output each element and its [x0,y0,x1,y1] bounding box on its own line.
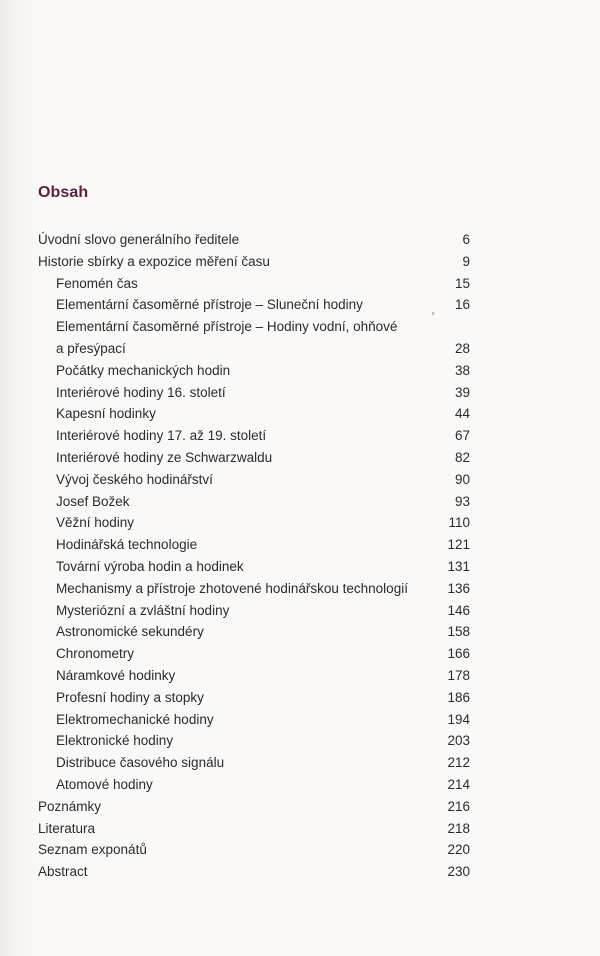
toc-entry [38,600,470,622]
toc-entry-label: Mysteriózní a zvláštní hodiny [56,602,230,618]
toc-entry-page: 6 [462,232,470,247]
toc-entry-label: Elementární časoměrné přístroje – Sluneční hodiny [56,297,363,313]
toc-entry-page: 203 [447,733,470,749]
toc-entry-label: Elektronické hodiny [56,733,174,749]
toc-entry-page: 93 [454,493,470,509]
toc-entry-page: 214 [447,776,470,792]
toc-entry-page: 216 [447,798,470,814]
toc-entry-page: 9 [462,253,470,269]
toc-entry-label: Náramkové hodinky [56,667,176,683]
toc-entry-label: Hodinářská technologie [56,537,198,553]
toc-entry [38,621,470,643]
toc-entry [38,839,470,861]
toc-entry-label: Historie sbírky a expozice měření času [38,253,270,269]
toc-entry-label: Počátky mechanických hodin [56,362,231,378]
toc-entry-label: Mechanismy a přístroje zhotovené hodinářskou technologií [56,580,408,596]
toc-entry-label: Interiérové hodiny 16. století [56,384,226,400]
toc-entry [38,447,470,469]
toc-entry-page: 90 [454,471,470,487]
toc-entry-label: Chronometry [56,646,135,662]
toc-entry [38,512,470,534]
toc-entry-page: 158 [447,624,470,640]
toc-entry [38,469,470,491]
paper-speck [432,312,434,315]
toc-entry-label: Astronomické sekundéry [56,624,204,640]
toc-entry [38,251,470,273]
toc-entry [38,556,470,578]
toc-entry-page: 110 [448,515,470,531]
toc-entry-page: 212 [447,755,470,771]
toc-entry-page: 82 [454,449,470,465]
toc-entry-page: 220 [447,842,470,858]
toc-entry [38,403,470,425]
toc-entry [38,273,470,295]
toc-entry-label: Interiérové hodiny ze Schwarzwaldu [56,449,273,465]
toc-entry [38,578,470,600]
toc-entry-page: 146 [447,602,470,618]
toc-entry-label: Vývoj českého hodinářství [56,471,213,487]
toc-entry-page: 166 [447,646,470,662]
toc-entry [38,709,470,731]
toc-entry [38,425,470,447]
toc-entry-label: Úvodní slovo generálního ředitele [38,232,240,247]
toc-entry-label-line: Elementární časoměrné přístroje – Hodiny vodní, ohňové [56,319,398,335]
toc-entry-label: Seznam exponátů [38,842,147,858]
toc-entry [38,491,470,513]
table-of-contents [38,229,470,883]
toc-entry-label: Literatura [38,820,96,836]
toc-entry-page: 38 [454,362,470,378]
toc-entry [38,752,470,774]
toc-entry-page: 44 [454,406,470,422]
toc-entry-page: 194 [447,711,470,727]
toc-entry-page: 16 [454,297,470,313]
toc-entry-label: Atomové hodiny [56,776,153,792]
toc-entry-page: 218 [447,820,470,836]
toc-entry-label-line: a přesýpací [56,340,126,356]
toc-entry-label [56,316,397,360]
toc-entry-page: 28 [454,340,470,356]
toc-entry-label: Fenomén čas [56,275,138,291]
toc-entry-page: 186 [447,689,470,705]
toc-entry-label: Poznámky [38,798,102,814]
toc-entry [38,229,470,251]
toc-entry [38,534,470,556]
toc-entry-label: Tovární výroba hodin a hodinek [56,558,244,574]
toc-entry-page: 67 [454,428,470,444]
toc-entry [38,796,470,818]
toc-entry-label: Interiérové hodiny 17. až 19. století [56,428,267,444]
toc-entry [38,818,470,840]
toc-entry [38,643,470,665]
toc-entry-label: Abstract [38,864,88,880]
toc-entry [38,294,470,316]
toc-entry-page: 178 [447,667,470,683]
toc-entry-page: 230 [447,864,470,880]
toc-entry [38,730,470,752]
toc-entry-label: Kapesní hodinky [56,406,156,422]
toc-entry [38,861,470,883]
toc-entry [38,382,470,404]
toc-entry-label: Josef Božek [56,493,130,509]
toc-entry-label: Elektromechanické hodiny [56,711,214,727]
toc-entry-page: 136 [447,580,470,596]
toc-entry-page: 131 [447,558,470,574]
toc-entry [38,774,470,796]
page-title: Obsah [38,184,89,201]
toc-entry [38,687,470,709]
toc-entry-label: Věžní hodiny [56,515,135,531]
toc-entry-label: Profesní hodiny a stopky [56,689,204,705]
toc-entry-label: Distribuce časového signálu [56,755,225,771]
toc-entry [38,665,470,687]
toc-entry-page: 15 [454,275,470,291]
toc-entry-page: 121 [447,537,470,553]
toc-entry-page: 39 [454,384,470,400]
toc-entry [38,360,470,382]
toc-entry [38,316,470,360]
